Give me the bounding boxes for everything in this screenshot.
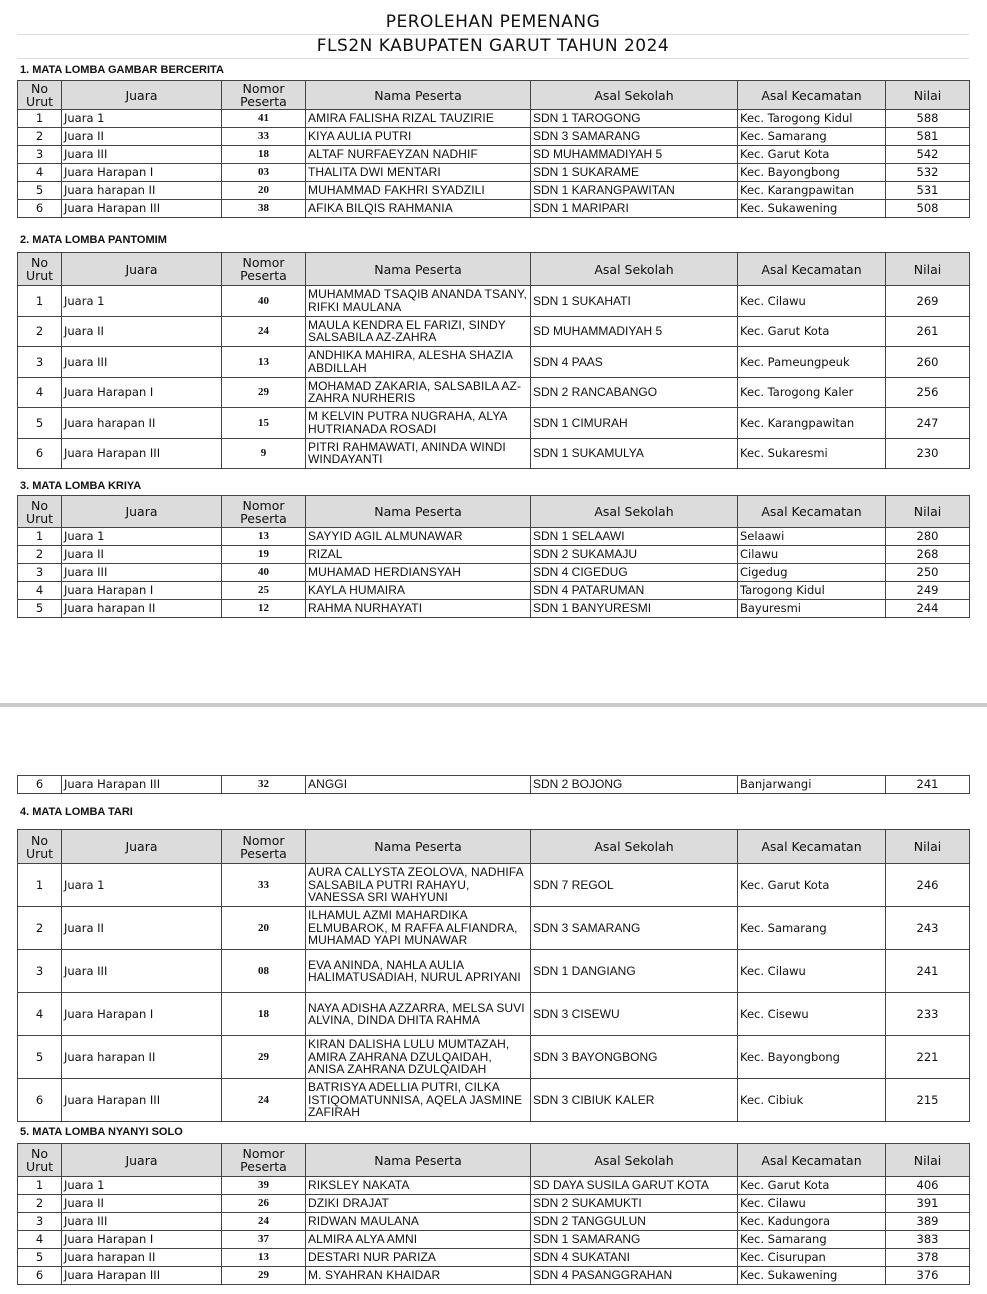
cell-juara: Juara II — [62, 546, 222, 564]
cell-no-urut: 1 — [18, 528, 62, 546]
cell-nama-peserta: SAYYID AGIL ALMUNAWAR — [306, 528, 531, 546]
header-no-urut: No Urut — [18, 496, 62, 528]
cell-nomor-peserta: 39 — [222, 1177, 306, 1195]
cell-nilai: 260 — [886, 347, 970, 378]
cell-asal-sekolah: SDN 2 SUKAMUKTI — [531, 1195, 738, 1213]
table-gambar-bercerita — [17, 80, 970, 218]
cell-asal-sekolah: SDN 1 CIMURAH — [531, 408, 738, 439]
cell-asal-sekolah: SDN 2 TANGGULUN — [531, 1213, 738, 1231]
cell-asal-kecamatan: Bayuresmi — [738, 600, 886, 618]
cell-asal-sekolah: SDN 1 SAMARANG — [531, 1231, 738, 1249]
header-juara: Juara — [62, 496, 222, 528]
cell-juara: Juara Harapan III — [62, 200, 222, 218]
cell-nilai: 376 — [886, 1267, 970, 1285]
cell-juara: Juara Harapan I — [62, 582, 222, 600]
cell-juara: Juara 1 — [62, 528, 222, 546]
cell-nama-peserta: BATRISYA ADELLIA PUTRI, CILKA ISTIQOMATUNNISA, AQELA JASMINE ZAFIRAH — [306, 1079, 531, 1122]
cell-nilai: 508 — [886, 200, 970, 218]
table-row — [18, 408, 970, 439]
cell-nilai: 247 — [886, 408, 970, 439]
cell-juara: Juara III — [62, 950, 222, 993]
cell-asal-sekolah: SDN 1 TAROGONG — [531, 110, 738, 128]
cell-nomor-peserta: 33 — [222, 128, 306, 146]
cell-nilai: 249 — [886, 582, 970, 600]
cell-asal-sekolah: SDN 2 BOJONG — [531, 776, 738, 794]
cell-juara: Juara harapan II — [62, 408, 222, 439]
table-row — [18, 438, 970, 469]
cell-no-urut: 4 — [18, 993, 62, 1036]
table-nyanyi-solo — [17, 1143, 970, 1285]
header-asal-kecamatan: Asal Kecamatan — [738, 1144, 886, 1177]
header-asal-kecamatan: Asal Kecamatan — [738, 830, 886, 864]
cell-nilai: 391 — [886, 1195, 970, 1213]
cell-juara: Juara III — [62, 146, 222, 164]
table-row — [18, 864, 970, 907]
cell-no-urut: 5 — [18, 182, 62, 200]
cell-no-urut: 6 — [18, 1267, 62, 1285]
table-row — [18, 546, 970, 564]
cell-nilai: 531 — [886, 182, 970, 200]
header-nomor-peserta: Nomor Peserta — [222, 496, 306, 528]
cell-no-urut: 6 — [18, 200, 62, 218]
cell-no-urut: 1 — [18, 286, 62, 317]
cell-asal-kecamatan: Kec. Samarang — [738, 1231, 886, 1249]
cell-juara: Juara harapan II — [62, 1249, 222, 1267]
cell-asal-sekolah: SDN 1 SELAAWI — [531, 528, 738, 546]
cell-nama-peserta: MAULA KENDRA EL FARIZI, SINDY SALSABILA AZ-ZAHRA — [306, 316, 531, 347]
cell-asal-kecamatan: Kec. Karangpawitan — [738, 408, 886, 439]
cell-asal-kecamatan: Kec. Bayongbong — [738, 164, 886, 182]
cell-nomor-peserta: 29 — [222, 1036, 306, 1079]
header-nomor-peserta: Nomor Peserta — [222, 253, 306, 286]
cell-asal-kecamatan: Kec. Pameungpeuk — [738, 347, 886, 378]
cell-juara: Juara III — [62, 564, 222, 582]
cell-nama-peserta: ILHAMUL AZMI MAHARDIKA ELMUBAROK, M RAFFA ALFIANDRA, MUHAMAD YAPI MUNAWAR — [306, 907, 531, 950]
cell-nomor-peserta: 24 — [222, 1213, 306, 1231]
cell-juara: Juara Harapan III — [62, 776, 222, 794]
cell-juara: Juara II — [62, 1195, 222, 1213]
cell-no-urut: 1 — [18, 864, 62, 907]
cell-asal-kecamatan: Kec. Garut Kota — [738, 316, 886, 347]
header-nilai: Nilai — [886, 253, 970, 286]
cell-nilai: 215 — [886, 1079, 970, 1122]
cell-asal-sekolah: SDN 1 SUKAHATI — [531, 286, 738, 317]
cell-nama-peserta: EVA ANINDA, NAHLA AULIA HALIMATUSADIAH, NURUL APRIYANI — [306, 950, 531, 993]
cell-no-urut: 6 — [18, 438, 62, 469]
cell-nomor-peserta: 18 — [222, 993, 306, 1036]
cell-nomor-peserta: 38 — [222, 200, 306, 218]
cell-nama-peserta: M KELVIN PUTRA NUGRAHA, ALYA HUTRIANADA ROSADI — [306, 408, 531, 439]
cell-asal-kecamatan: Banjarwangi — [738, 776, 886, 794]
cell-no-urut: 6 — [18, 1079, 62, 1122]
cell-asal-sekolah: SDN 4 PATARUMAN — [531, 582, 738, 600]
cell-asal-kecamatan: Kec. Garut Kota — [738, 146, 886, 164]
header-no-urut: No Urut — [18, 253, 62, 286]
header-nomor-peserta: Nomor Peserta — [222, 81, 306, 110]
cell-asal-kecamatan: Kec. Samarang — [738, 128, 886, 146]
table-row — [18, 582, 970, 600]
cell-nilai: 244 — [886, 600, 970, 618]
document-title-line-1: PEROLEHAN PEMENANG — [17, 10, 969, 35]
header-asal-sekolah: Asal Sekolah — [531, 1144, 738, 1177]
cell-juara: Juara Harapan I — [62, 993, 222, 1036]
cell-nama-peserta: AMIRA FALISHA RIZAL TAUZIRIE — [306, 110, 531, 128]
cell-nama-peserta: KIRAN DALISHA LULU MUMTAZAH, AMIRA ZAHRANA DZULQAIDAH, ANISA ZAHRANA DZULQAIDAH — [306, 1036, 531, 1079]
cell-asal-kecamatan: Cilawu — [738, 546, 886, 564]
cell-asal-kecamatan: Kec. Tarogong Kidul — [738, 110, 886, 128]
cell-juara: Juara II — [62, 128, 222, 146]
cell-asal-sekolah: SDN 4 SUKATANI — [531, 1249, 738, 1267]
cell-asal-sekolah: SDN 4 PAAS — [531, 347, 738, 378]
cell-juara: Juara Harapan III — [62, 1267, 222, 1285]
cell-nomor-peserta: 20 — [222, 182, 306, 200]
cell-juara: Juara II — [62, 316, 222, 347]
cell-nomor-peserta: 29 — [222, 377, 306, 408]
cell-juara: Juara II — [62, 907, 222, 950]
cell-asal-sekolah: SD DAYA SUSILA GARUT KOTA — [531, 1177, 738, 1195]
table-row — [18, 164, 970, 182]
cell-no-urut: 6 — [18, 776, 62, 794]
cell-asal-sekolah: SDN 7 REGOL — [531, 864, 738, 907]
cell-asal-sekolah: SDN 4 PASANGGRAHAN — [531, 1267, 738, 1285]
page-break-divider — [0, 703, 987, 707]
cell-nilai: 581 — [886, 128, 970, 146]
cell-nilai: 532 — [886, 164, 970, 182]
section-label: 4. MATA LOMBA TARI — [20, 806, 133, 818]
table-row — [18, 1231, 970, 1249]
table-row — [18, 600, 970, 618]
cell-juara: Juara harapan II — [62, 182, 222, 200]
table-header-row — [18, 496, 970, 528]
cell-juara: Juara III — [62, 1213, 222, 1231]
cell-juara: Juara harapan II — [62, 600, 222, 618]
cell-nama-peserta: MUHAMMAD TSAQIB ANANDA TSANY, RIFKI MAULANA — [306, 286, 531, 317]
cell-juara: Juara Harapan I — [62, 1231, 222, 1249]
cell-nilai: 389 — [886, 1213, 970, 1231]
header-asal-kecamatan: Asal Kecamatan — [738, 81, 886, 110]
cell-no-urut: 5 — [18, 408, 62, 439]
header-nama-peserta: Nama Peserta — [306, 253, 531, 286]
cell-no-urut: 1 — [18, 1177, 62, 1195]
cell-nilai: 243 — [886, 907, 970, 950]
cell-nilai: 241 — [886, 950, 970, 993]
cell-nama-peserta: RIDWAN MAULANA — [306, 1213, 531, 1231]
cell-nomor-peserta: 15 — [222, 408, 306, 439]
document-title-line-2: FLS2N KABUPATEN GARUT TAHUN 2024 — [17, 34, 969, 59]
cell-nilai: 250 — [886, 564, 970, 582]
cell-asal-kecamatan: Tarogong Kidul — [738, 582, 886, 600]
cell-asal-kecamatan: Cigedug — [738, 564, 886, 582]
cell-asal-sekolah: SDN 1 MARIPARI — [531, 200, 738, 218]
cell-nomor-peserta: 24 — [222, 316, 306, 347]
header-asal-sekolah: Asal Sekolah — [531, 81, 738, 110]
cell-nama-peserta: AURA CALLYSTA ZEOLOVA, NADHIFA SALSABILA PUTRI RAHAYU, VANESSA SRI WAHYUNI — [306, 864, 531, 907]
cell-no-urut: 3 — [18, 347, 62, 378]
header-no-urut: No Urut — [18, 1144, 62, 1177]
header-no-urut: No Urut — [18, 81, 62, 110]
cell-asal-sekolah: SDN 3 SAMARANG — [531, 907, 738, 950]
cell-juara: Juara Harapan III — [62, 438, 222, 469]
cell-asal-sekolah: SDN 3 CISEWU — [531, 993, 738, 1036]
header-nomor-peserta: Nomor Peserta — [222, 1144, 306, 1177]
cell-no-urut: 4 — [18, 1231, 62, 1249]
cell-juara: Juara Harapan III — [62, 1079, 222, 1122]
cell-asal-kecamatan: Kec. Cisewu — [738, 993, 886, 1036]
cell-nomor-peserta: 9 — [222, 438, 306, 469]
header-asal-sekolah: Asal Sekolah — [531, 253, 738, 286]
table-row — [18, 347, 970, 378]
cell-asal-sekolah: SDN 2 SUKAMAJU — [531, 546, 738, 564]
cell-nilai: 406 — [886, 1177, 970, 1195]
table-kriya — [17, 495, 970, 618]
cell-juara: Juara Harapan I — [62, 164, 222, 182]
table-row — [18, 200, 970, 218]
table-row — [18, 1213, 970, 1231]
cell-nama-peserta: M. SYAHRAN KHAIDAR — [306, 1267, 531, 1285]
section-label: 2. MATA LOMBA PANTOMIM — [20, 234, 167, 246]
header-nama-peserta: Nama Peserta — [306, 830, 531, 864]
cell-juara: Juara Harapan I — [62, 377, 222, 408]
cell-nama-peserta: RIZAL — [306, 546, 531, 564]
cell-juara: Juara III — [62, 347, 222, 378]
cell-nomor-peserta: 40 — [222, 564, 306, 582]
cell-no-urut: 2 — [18, 316, 62, 347]
cell-asal-kecamatan: Kec. Karangpawitan — [738, 182, 886, 200]
cell-nama-peserta: RAHMA NURHAYATI — [306, 600, 531, 618]
cell-nama-peserta: ALMIRA ALYA AMNI — [306, 1231, 531, 1249]
cell-nomor-peserta: 13 — [222, 528, 306, 546]
cell-nama-peserta: RIKSLEY NAKATA — [306, 1177, 531, 1195]
cell-nilai: 233 — [886, 993, 970, 1036]
cell-nomor-peserta: 18 — [222, 146, 306, 164]
cell-nilai: 383 — [886, 1231, 970, 1249]
table-row — [18, 1079, 970, 1122]
header-nilai: Nilai — [886, 1144, 970, 1177]
table-row — [18, 907, 970, 950]
cell-asal-kecamatan: Kec. Cilawu — [738, 286, 886, 317]
cell-nama-peserta: MUHAMAD HERDIANSYAH — [306, 564, 531, 582]
cell-nama-peserta: ANGGI — [306, 776, 531, 794]
cell-asal-sekolah: SD MUHAMMADIYAH 5 — [531, 146, 738, 164]
table-row — [18, 110, 970, 128]
cell-asal-kecamatan: Kec. Bayongbong — [738, 1036, 886, 1079]
cell-no-urut: 2 — [18, 128, 62, 146]
cell-nama-peserta: PITRI RAHMAWATI, ANINDA WINDI WINDAYANTI — [306, 438, 531, 469]
section-label: 1. MATA LOMBA GAMBAR BERCERITA — [20, 64, 224, 76]
cell-nilai: 230 — [886, 438, 970, 469]
cell-nomor-peserta: 08 — [222, 950, 306, 993]
table-row — [18, 1267, 970, 1285]
cell-asal-kecamatan: Kec. Tarogong Kaler — [738, 377, 886, 408]
cell-nomor-peserta: 40 — [222, 286, 306, 317]
table-row — [18, 564, 970, 582]
cell-nomor-peserta: 33 — [222, 864, 306, 907]
cell-juara: Juara 1 — [62, 286, 222, 317]
table-pantomim — [17, 252, 970, 469]
cell-asal-sekolah: SDN 2 RANCABANGO — [531, 377, 738, 408]
table-row — [18, 776, 970, 794]
cell-juara: Juara 1 — [62, 1177, 222, 1195]
cell-no-urut: 4 — [18, 164, 62, 182]
cell-no-urut: 4 — [18, 582, 62, 600]
header-asal-sekolah: Asal Sekolah — [531, 496, 738, 528]
cell-nama-peserta: AFIKA BILQIS RAHMANIA — [306, 200, 531, 218]
table-header-row — [18, 253, 970, 286]
cell-nomor-peserta: 32 — [222, 776, 306, 794]
cell-asal-kecamatan: Kec. Kadungora — [738, 1213, 886, 1231]
cell-asal-sekolah: SDN 1 SUKARAME — [531, 164, 738, 182]
table-header-row — [18, 1144, 970, 1177]
cell-juara: Juara 1 — [62, 110, 222, 128]
cell-nomor-peserta: 24 — [222, 1079, 306, 1122]
table-row — [18, 528, 970, 546]
cell-asal-sekolah: SDN 1 BANYURESMI — [531, 600, 738, 618]
cell-nomor-peserta: 03 — [222, 164, 306, 182]
cell-no-urut: 5 — [18, 600, 62, 618]
cell-nama-peserta: THALITA DWI MENTARI — [306, 164, 531, 182]
cell-asal-kecamatan: Kec. Cilawu — [738, 950, 886, 993]
table-row — [18, 1195, 970, 1213]
cell-nilai: 268 — [886, 546, 970, 564]
table-row — [18, 286, 970, 317]
table-row — [18, 377, 970, 408]
header-nama-peserta: Nama Peserta — [306, 496, 531, 528]
cell-no-urut: 5 — [18, 1249, 62, 1267]
cell-asal-sekolah: SDN 3 BAYONGBONG — [531, 1036, 738, 1079]
header-nama-peserta: Nama Peserta — [306, 81, 531, 110]
cell-no-urut: 2 — [18, 1195, 62, 1213]
cell-asal-kecamatan: Kec. Cilawu — [738, 1195, 886, 1213]
cell-nilai: 261 — [886, 316, 970, 347]
cell-asal-sekolah: SDN 1 SUKAMULYA — [531, 438, 738, 469]
table-row — [18, 182, 970, 200]
cell-nama-peserta: ALTAF NURFAEYZAN NADHIF — [306, 146, 531, 164]
cell-nilai: 269 — [886, 286, 970, 317]
cell-nama-peserta: MOHAMAD ZAKARIA, SALSABILA AZ-ZAHRA NURHERIS — [306, 377, 531, 408]
cell-nomor-peserta: 13 — [222, 1249, 306, 1267]
table-row — [18, 146, 970, 164]
cell-asal-kecamatan: Kec. Sukawening — [738, 200, 886, 218]
cell-no-urut: 4 — [18, 377, 62, 408]
cell-nama-peserta: DZIKI DRAJAT — [306, 1195, 531, 1213]
cell-asal-kecamatan: Kec. Cibiuk — [738, 1079, 886, 1122]
cell-nilai: 588 — [886, 110, 970, 128]
table-header-row — [18, 830, 970, 864]
cell-nilai: 256 — [886, 377, 970, 408]
header-nilai: Nilai — [886, 830, 970, 864]
header-asal-kecamatan: Asal Kecamatan — [738, 253, 886, 286]
cell-asal-sekolah: SDN 3 SAMARANG — [531, 128, 738, 146]
header-asal-sekolah: Asal Sekolah — [531, 830, 738, 864]
cell-juara: Juara harapan II — [62, 1036, 222, 1079]
cell-asal-sekolah: SDN 4 CIGEDUG — [531, 564, 738, 582]
cell-asal-sekolah: SDN 3 CIBIUK KALER — [531, 1079, 738, 1122]
cell-nama-peserta: KAYLA HUMAIRA — [306, 582, 531, 600]
cell-nomor-peserta: 12 — [222, 600, 306, 618]
cell-asal-sekolah: SDN 1 DANGIANG — [531, 950, 738, 993]
cell-no-urut: 2 — [18, 546, 62, 564]
cell-nomor-peserta: 13 — [222, 347, 306, 378]
cell-asal-kecamatan: Kec. Sukaresmi — [738, 438, 886, 469]
cell-nomor-peserta: 37 — [222, 1231, 306, 1249]
header-juara: Juara — [62, 253, 222, 286]
table-row — [18, 993, 970, 1036]
cell-nama-peserta: DESTARI NUR PARIZA — [306, 1249, 531, 1267]
cell-asal-kecamatan: Selaawi — [738, 528, 886, 546]
cell-nilai: 542 — [886, 146, 970, 164]
header-nama-peserta: Nama Peserta — [306, 1144, 531, 1177]
cell-nomor-peserta: 19 — [222, 546, 306, 564]
table-row — [18, 1177, 970, 1195]
table-row — [18, 950, 970, 993]
cell-juara: Juara 1 — [62, 864, 222, 907]
header-juara: Juara — [62, 81, 222, 110]
table-row — [18, 1036, 970, 1079]
table-header-row — [18, 81, 970, 110]
table-tari — [17, 829, 970, 1122]
cell-asal-sekolah: SDN 1 KARANGPAWITAN — [531, 182, 738, 200]
section-label: 3. MATA LOMBA KRIYA — [20, 480, 142, 492]
cell-nilai: 378 — [886, 1249, 970, 1267]
header-asal-kecamatan: Asal Kecamatan — [738, 496, 886, 528]
header-nilai: Nilai — [886, 81, 970, 110]
cell-nomor-peserta: 41 — [222, 110, 306, 128]
cell-nomor-peserta: 25 — [222, 582, 306, 600]
cell-asal-sekolah: SD MUHAMMADIYAH 5 — [531, 316, 738, 347]
header-no-urut: No Urut — [18, 830, 62, 864]
cell-nilai: 241 — [886, 776, 970, 794]
table-row — [18, 1249, 970, 1267]
cell-nomor-peserta: 20 — [222, 907, 306, 950]
cell-no-urut: 2 — [18, 907, 62, 950]
cell-nomor-peserta: 29 — [222, 1267, 306, 1285]
header-juara: Juara — [62, 1144, 222, 1177]
header-nilai: Nilai — [886, 496, 970, 528]
table-kriya-continued — [17, 775, 970, 794]
cell-asal-kecamatan: Kec. Garut Kota — [738, 1177, 886, 1195]
cell-no-urut: 1 — [18, 110, 62, 128]
cell-asal-kecamatan: Kec. Samarang — [738, 907, 886, 950]
cell-no-urut: 3 — [18, 564, 62, 582]
cell-asal-kecamatan: Kec. Garut Kota — [738, 864, 886, 907]
cell-no-urut: 3 — [18, 950, 62, 993]
cell-no-urut: 3 — [18, 146, 62, 164]
section-label: 5. MATA LOMBA NYANYI SOLO — [20, 1126, 183, 1138]
cell-nama-peserta: MUHAMMAD FAKHRI SYADZILI — [306, 182, 531, 200]
cell-nomor-peserta: 26 — [222, 1195, 306, 1213]
cell-nama-peserta: ANDHIKA MAHIRA, ALESHA SHAZIA ABDILLAH — [306, 347, 531, 378]
table-row — [18, 316, 970, 347]
header-juara: Juara — [62, 830, 222, 864]
table-row — [18, 128, 970, 146]
cell-nilai: 280 — [886, 528, 970, 546]
cell-no-urut: 3 — [18, 1213, 62, 1231]
header-nomor-peserta: Nomor Peserta — [222, 830, 306, 864]
cell-asal-kecamatan: Kec. Sukawening — [738, 1267, 886, 1285]
cell-nilai: 246 — [886, 864, 970, 907]
cell-nilai: 221 — [886, 1036, 970, 1079]
cell-no-urut: 5 — [18, 1036, 62, 1079]
cell-nama-peserta: NAYA ADISHA AZZARRA, MELSA SUVI ALVINA, DINDA DHITA RAHMA — [306, 993, 531, 1036]
cell-nama-peserta: KIYA AULIA PUTRI — [306, 128, 531, 146]
cell-asal-kecamatan: Kec. Cisurupan — [738, 1249, 886, 1267]
